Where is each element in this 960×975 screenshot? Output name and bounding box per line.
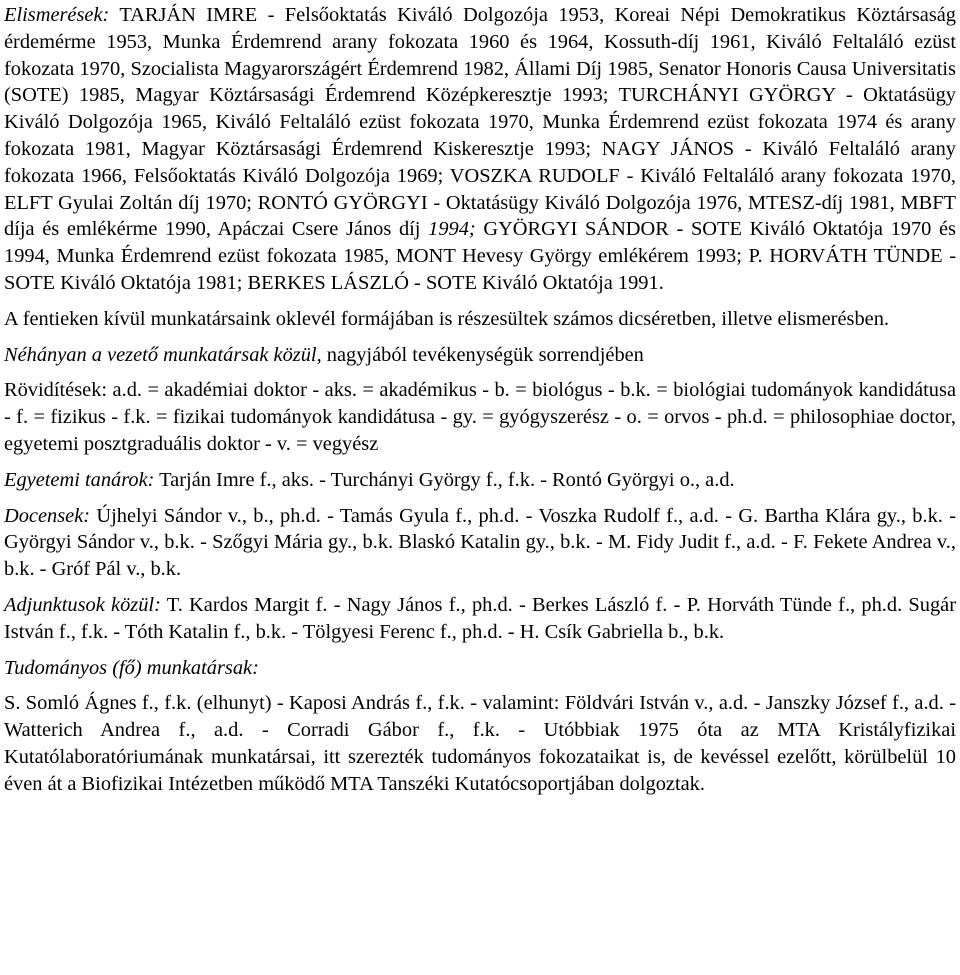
docents-text: Újhelyi Sándor v., b., ph.d. - Tamás Gyula f., ph.d. - Voszka Rudolf f., a.d. - G. Bartha Klára gy., b.k. - Györgyi Sándor v., b.k. - Szőgyi Mária gy., b.k. Blaskó Katalin gy., b.k. - M. Fidy Judit f., a.d. - F. Fekete Andrea v., b.k. - Gróf Pál v., b.k.	[4, 504, 956, 581]
professors-paragraph	[4, 467, 956, 494]
professors-text: Tarján Imre f., aks. - Turchányi György f., f.k. - Rontó Györgyi o., a.d.	[154, 468, 735, 491]
abbreviations-paragraph: Rövidítések: a.d. = akadémiai doktor - aks. = akadémikus - b. = biológus - b.k. = biológiai tudományok kandidátusa - f. = fizikus - f.k. = fizikai tudományok kandidátusa - gy. = gyógyszerész - o. = orvos - ph.d. = philosophiae doctor, egyetemi posztgraduális doktor - v. = vegyész	[4, 379, 956, 455]
assistant-professors-text: T. Kardos Margit f. - Nagy János f., ph.d. - Berkes László f. - P. Horváth Tünde f., ph.d. Sugár István f., f.k. - Tóth Katalin f., b.k. - Tölgyesi Ferenc f., ph.d. - H. Csík Gabriella b., b.k.	[4, 593, 956, 643]
leading-staff-text: nagyjából tevékenységük sorrendjében	[321, 343, 644, 366]
research-fellows-heading	[4, 655, 956, 682]
awards-text-end: GYÖRGYI SÁNDOR - SOTE Kiváló Oktatója 1970 és 1994, Munka Érdemrend ezüst fokozata 1985, MONT Hevesy György emlékérem 1993; P. HORVÁTH TÜNDE - SOTE Kiváló Oktatója 1981; BERKES LÁSZLÓ - SOTE Kiváló Oktatója 1991.	[4, 218, 956, 294]
docents-paragraph	[4, 503, 956, 583]
research-fellows-label: Tudományos (fő) munkatársak:	[4, 656, 259, 679]
leading-staff-heading	[4, 342, 956, 369]
awards-text: TARJÁN IMRE - Felsőoktatás Kiváló Dolgozója 1953, Koreai Népi Demokratikus Köztársaság érdemérme 1953, Munka Érdemrend arany fokozata 1960 és 1964, Kossuth-díj 1961, Kiváló Feltaláló ezüst fokozata 1970, Szocialista Magyarországért Érdemrend 1982, Állami Díj 1985, Senator Honoris Causa Universitatis (SOTE) 1985, Magyar Köztársasági Érdemrend Középkeresztje 1993; TURCHÁNYI GYÖRGY - Oktatásügy Kiváló Dolgozója 1965, Kiváló Feltaláló ezüst fokozata 1970, Munka Érdemrend ezüst fokozata 1974 és arany fokozata 1981, Magyar Köztársasági Érdemrend Kiskeresztje 1993; NAGY JÁNOS - Kiváló Feltaláló arany fokozata 1966, Felsőoktatás Kiváló Dolgozója 1969; VOSZKA RUDOLF - Kiváló Feltaláló arany fokozata 1970, ELFT Gyulai Zoltán díj 1970; RONTÓ GYÖRGYI - Oktatásügy Kiváló Dolgozója 1976, MTESZ-díj 1981, MBFT díja és emlékérme 1990, Apáczai Csere János díj	[4, 4, 956, 241]
commendations-paragraph: A fentieken kívül munkatársaink oklevél formájában is részesültek számos dicséretben, illetve elismerésben.	[4, 307, 890, 330]
professors-label: Egyetemi tanárok:	[4, 468, 155, 491]
awards-label: Elismerések:	[4, 4, 110, 26]
assistant-professors-label: Adjunktusok közül:	[4, 593, 161, 616]
awards-paragraph	[4, 2, 956, 297]
docents-label: Docensek:	[4, 504, 91, 527]
leading-staff-label: Néhányan a vezető munkatársak közül,	[4, 343, 322, 366]
research-fellows-paragraph: S. Somló Ágnes f., f.k. (elhunyt) - Kaposi András f., f.k. - valamint: Földvári István v., a.d. - Janszky József f., a.d. - Watterich Andrea f., a.d. - Corradi Gábor f., f.k. - Utóbbiak 1975 óta az MTA Kristályfizikai Kutatólaboratóriumának munkatársai, itt szerezték tudományos fokozataikat is, de kevéssel ezelőtt, körülbelül 10 éven át a Biofizikai Intézetben működő MTA Tanszéki Kutatócsoportjában dolgoztak.	[4, 692, 956, 795]
awards-year-italic: 1994;	[428, 218, 476, 241]
assistant-professors-paragraph	[4, 592, 956, 646]
